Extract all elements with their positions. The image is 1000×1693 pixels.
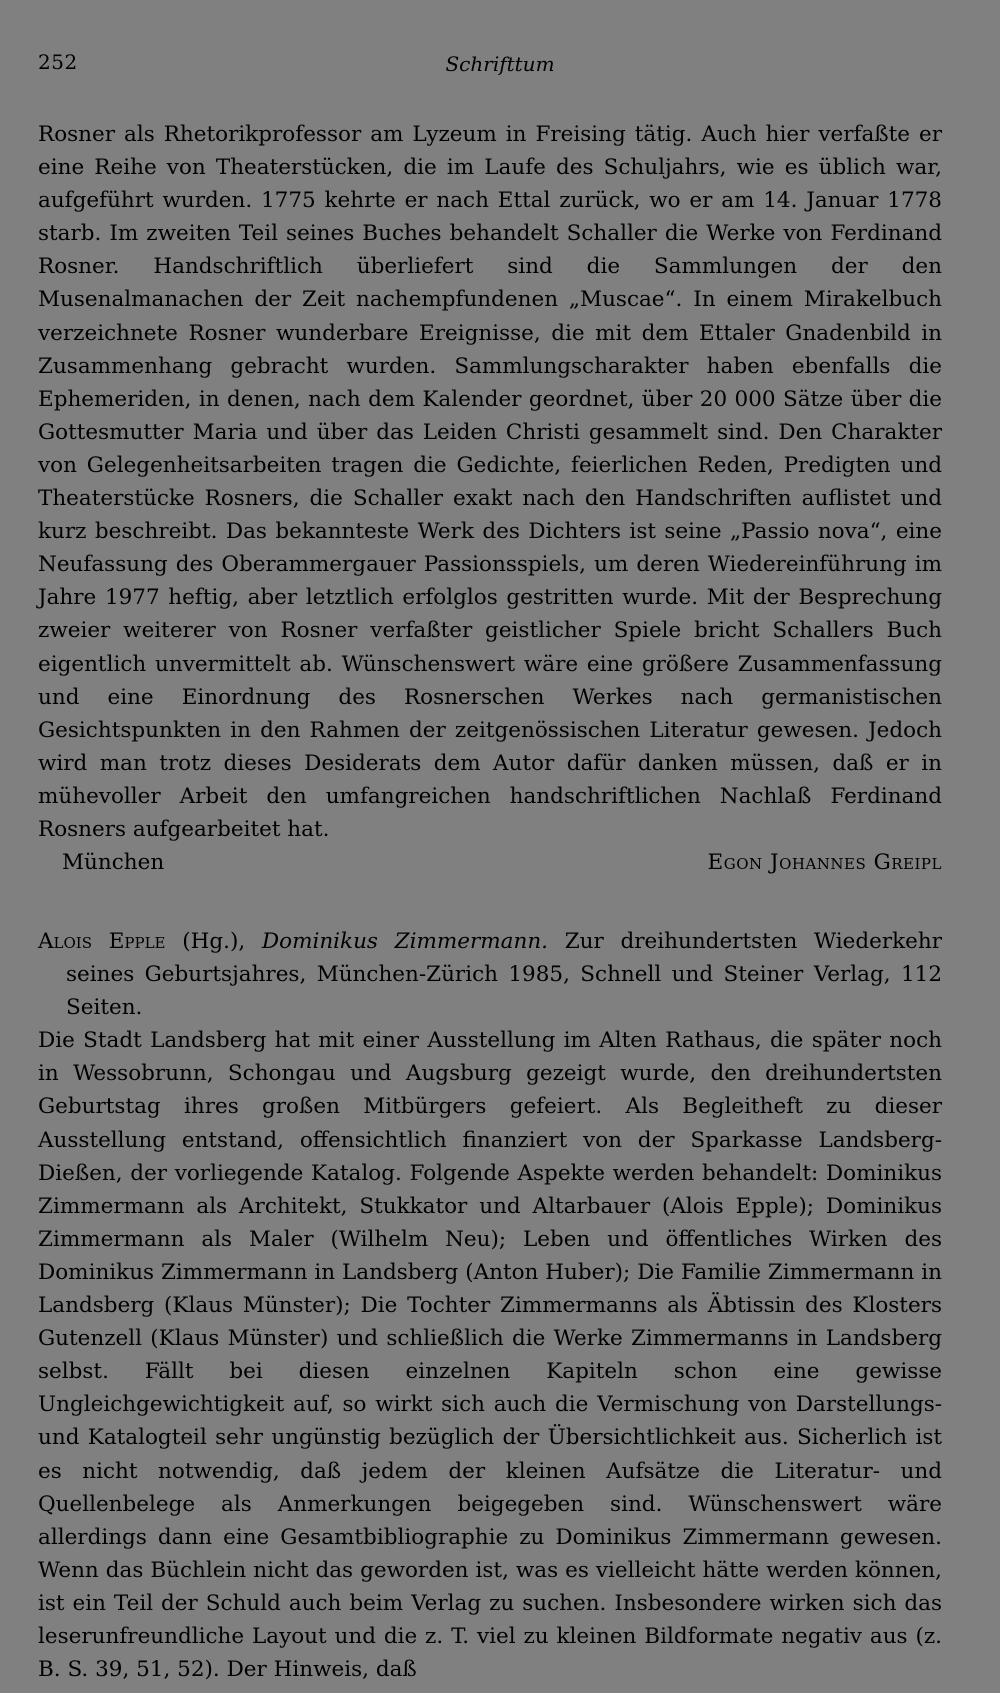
page-number: 252 (38, 50, 78, 74)
review-continuation (38, 118, 942, 879)
book-author: Alois Epple (38, 929, 166, 954)
review-signature (38, 846, 942, 879)
book-title: Dominikus Zimmermann. (261, 929, 549, 954)
review-body-paragraph: Rosner als Rhetorikprofessor am Lyzeum in Freising tätig. Auch hier verfaßte er eine Reihe von Theaterstücken, die im Laufe des Schuljahrs, wie es üblich war, aufgeführt wurden. 1775 kehrte er nach Ettal zurück, wo er am 14. Januar 1778 starb. Im zweiten Teil seines Buches behandelt Schaller die Werke von Ferdinand Rosner. Handschriftlich überliefert sind die Sammlungen der den Musenalmanachen der Zeit nachempfundenen „Muscae“. In einem Mirakelbuch verzeichnete Rosner wunderbare Ereignisse, die mit dem Ettaler Gnadenbild in Zusammenhang gebracht wurden. Sammlungscharakter haben ebenfalls die Ephemeriden, in denen, nach dem Kalender geordnet, über 20 000 Sätze über die Gottesmutter Maria und über das Leiden Christi gesammelt sind. Den Charakter von Gelegenheitsarbeiten tragen die Gedichte, feierlichen Reden, Predigten und Theaterstücke Rosners, die Schaller exakt nach den Handschriften auflistet und kurz beschreibt. Das bekannteste Werk des Dichters ist seine „Passio nova“, eine Neufassung des Oberammergauer Passionsspiels, um deren Wiedereinführung im Jahre 1977 heftig, aber letztlich erfolglos gestritten wurde. Mit der Besprechung zweier weiterer von Rosner verfaßter geistlicher Spiele bricht Schallers Buch eigentlich unvermittelt ab. Wünschenswert wäre eine größere Zusammenfassung und eine Einordnung des Rosnerschen Werkes nach germanistischen Gesichtspunkten in den Rahmen der zeitgenössischen Literatur gewesen. Jedoch wird man trotz dieses Desiderats dem Autor dafür danken müssen, daß er in mühevoller Arbeit den umfangreichen handschriftlichen Nachlaß Ferdinand Rosners aufgearbeitet hat. (38, 122, 942, 842)
review-body-paragraph: Die Stadt Landsberg hat mit einer Ausstellung im Alten Rathaus, die später noch in Wessobrunn, Schongau und Augsburg gezeigt wurde, den dreihundertsten Geburtstag ihres großen Mitbürgers gefeiert. Als Begleitheft zu dieser Ausstellung entstand, offensichtlich finanziert von der Sparkasse Landsberg-Dießen, der vorliegende Katalog. Folgende Aspekte werden behandelt: Dominikus Zimmermann als Architekt, Stukkator und Altarbauer (Alois Epple); Dominikus Zimmermann als Maler (Wilhelm Neu); Leben und öffentliches Wirken des Dominikus Zimmermann in Landsberg (Anton Huber); Die Familie Zimmermann in Landsberg (Klaus Münster); Die Tochter Zimmermanns als Äbtissin des Klosters Gutenzell (Klaus Münster) und schließlich die Werke Zimmermanns in Landsberg selbst. Fällt bei diesen einzelnen Kapiteln schon eine gewisse Ungleichgewichtigkeit auf, so wirkt sich auch die Vermischung von Darstellungs- und Katalogteil sehr ungünstig bezüglich der Übersichtlichkeit aus. Sicherlich ist es nicht notwendig, daß jedem der kleinen Aufsätze die Literatur- und Quellenbelege als Anmerkungen beigegeben sind. Wünschenswert wäre allerdings dann eine Gesamtbibliographie zu Dominikus Zimmermann gewesen. Wenn das Büchlein nicht das geworden ist, was es vielleicht hätte werden können, ist ein Teil der Schuld auch beim Verlag zu suchen. Insbesondere wirken sich das leserunfreundliche Layout und die z. T. viel zu kleinen Bildformate negativ aus (z. B. S. 39, 51, 52). Der Hinweis, daß (38, 1028, 942, 1683)
bibliographic-entry (38, 925, 942, 1024)
reviewer-name: Egon Johannes Greipl (707, 850, 942, 876)
editor-suffix: (Hg.), (165, 929, 262, 954)
book-details: Zur dreihundertsten Wiederkehr seines Geburtsjahres, München-Zürich 1985, Schnell und Steiner Verlag, 112 Seiten. (66, 929, 942, 1021)
review-entry (38, 925, 942, 1686)
review-place: München (62, 850, 165, 876)
running-title: Schrifttum (445, 52, 555, 76)
